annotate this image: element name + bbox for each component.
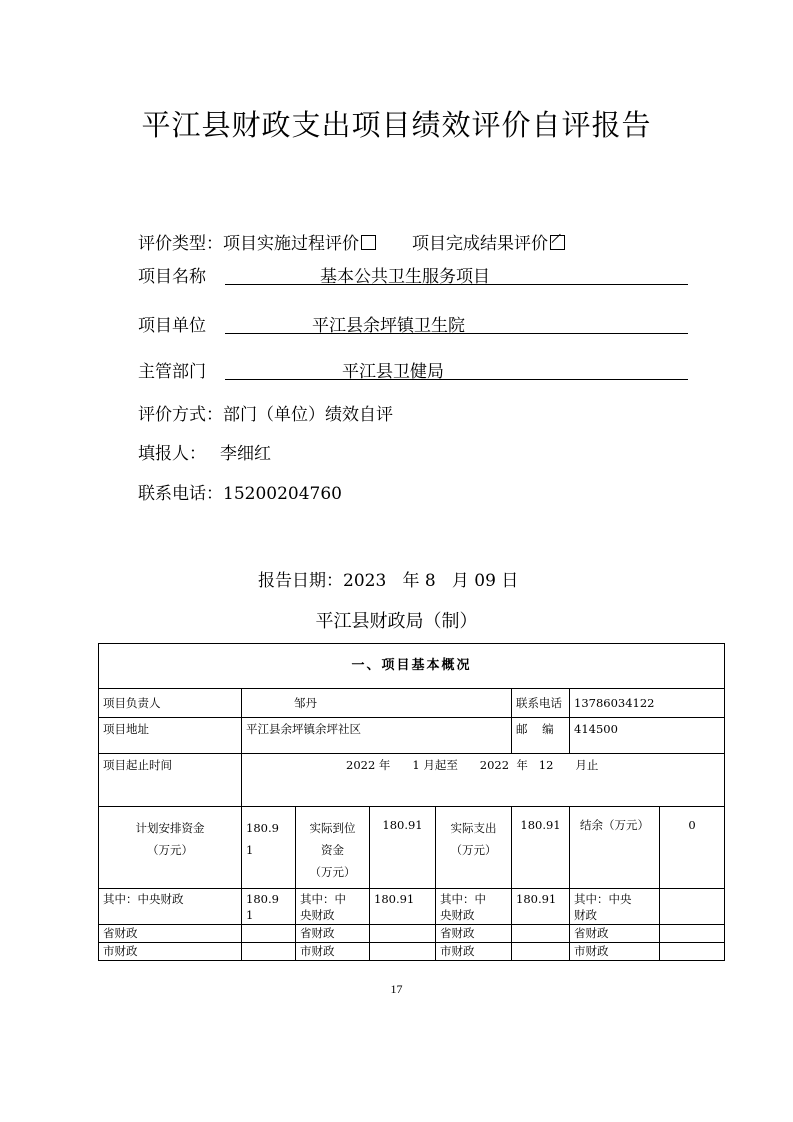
central-label-c-2: 央财政 [440,908,475,922]
address-value: 平江县余坪镇余坪社区 [242,718,512,754]
province-value-c [512,925,570,943]
person-value: 邹丹 [242,689,512,718]
eval-option-result: 项目完成结果评价 [412,234,548,254]
dept-value: 平江县卫健局 [342,362,444,382]
phone-value: 15200204760 [223,484,342,504]
actual-arrived-label-2: 资金 [321,843,344,857]
central-label-d-2: 财政 [574,908,597,922]
province-label-d: 省财政 [570,925,660,943]
project-name-line [225,262,688,285]
unit-value: 平江县余坪镇卫生院 [312,316,465,336]
period-value: 2022 年 1 月起至 2022 年 12 月止 [242,754,725,807]
province-label-c: 省财政 [436,925,512,943]
report-date-label: 报告日期： [258,571,343,591]
city-value-b [370,943,436,961]
project-overview-table [98,643,725,961]
eval-method: 评价方式：部门（单位）绩效自评 [138,405,393,425]
dept-label: 主管部门 [138,362,206,382]
unit-label: 项目单位 [138,316,206,336]
city-label-d: 市财政 [570,943,660,961]
dept-line [225,357,688,380]
province-label-a: 省财政 [99,925,242,943]
page-number: 17 [390,982,403,996]
central-value-a [242,889,296,925]
planned-funds-label-1: 计划安排资金 [135,821,205,835]
project-name-value: 基本公共卫生服务项目 [320,267,490,287]
central-label-b-1: 其中：中 [300,892,346,906]
actual-arrived-label [296,807,370,889]
project-name-label: 项目名称 [138,267,206,287]
actual-arrived-value: 180.91 [370,807,436,889]
actual-expense-label-2: （万元） [450,843,497,857]
table-header: 一、项目基本概况 [99,644,725,689]
central-label: 其中：中央财政 [99,889,242,925]
province-value-d [660,925,725,943]
city-label-a: 市财政 [99,943,242,961]
checkbox-process[interactable] [361,235,376,250]
page-title: 平江县财政支出项目绩效评价自评报告 [141,108,652,142]
planned-funds-label-2: （万元） [147,843,193,857]
planned-funds-label [99,807,242,889]
address-label: 项目地址 [99,718,242,754]
central-label-c [436,889,512,925]
zip-label: 邮 编 [512,718,570,754]
city-label-b: 市财政 [296,943,370,961]
actual-arrived-label-3: （万元） [309,865,356,879]
contact-phone-value: 13786034122 [570,689,725,718]
central-label-d [570,889,660,925]
central-value-d [660,889,725,925]
planned-funds-value [242,807,296,889]
city-value-d [660,943,725,961]
contact-phone-label: 联系电话 [512,689,570,718]
central-value-a-1: 180.9 [246,892,279,906]
period-label: 项目起止时间 [99,754,242,807]
checkbox-result-checked[interactable] [550,235,565,250]
actual-expense-label [436,807,512,889]
central-label-b-2: 央财政 [300,908,335,922]
central-label-d-1: 其中：中央 [574,892,632,906]
balance-label: 结余（万元） [570,807,660,889]
person-label: 项目负责人 [99,689,242,718]
city-value-a [242,943,296,961]
phone-label: 联系电话： [138,484,223,504]
phone-row [138,479,342,504]
actual-expense-label-1: 实际支出 [450,821,497,835]
province-label-b: 省财政 [296,925,370,943]
actual-arrived-label-1: 实际到位 [309,821,356,835]
province-value-a [242,925,296,943]
issuer: 平江县财政局（制） [315,611,478,632]
central-label-c-1: 其中：中 [440,892,486,906]
report-date [258,566,518,591]
province-value-b [370,925,436,943]
planned-funds-value-1: 180.9 [246,821,279,835]
report-date-value: 2023 年 8 月 09 日 [343,571,519,591]
eval-type-row [138,229,565,254]
city-value-c [512,943,570,961]
city-label-c: 市财政 [436,943,512,961]
eval-type-label: 评价类型： [138,234,223,254]
reporter-value: 李细红 [220,444,271,464]
balance-value: 0 [660,807,725,889]
unit-line [225,311,688,334]
reporter-row [138,439,271,464]
central-value-a-2: 1 [246,908,254,922]
central-value-c: 180.91 [512,889,570,925]
planned-funds-value-2: 1 [246,843,254,857]
zip-value: 414500 [570,718,725,754]
central-value-b: 180.91 [370,889,436,925]
eval-option-process: 项目实施过程评价 [223,234,359,254]
reporter-label: 填报人： [138,444,206,464]
actual-expense-value: 180.91 [512,807,570,889]
central-label-b [296,889,370,925]
